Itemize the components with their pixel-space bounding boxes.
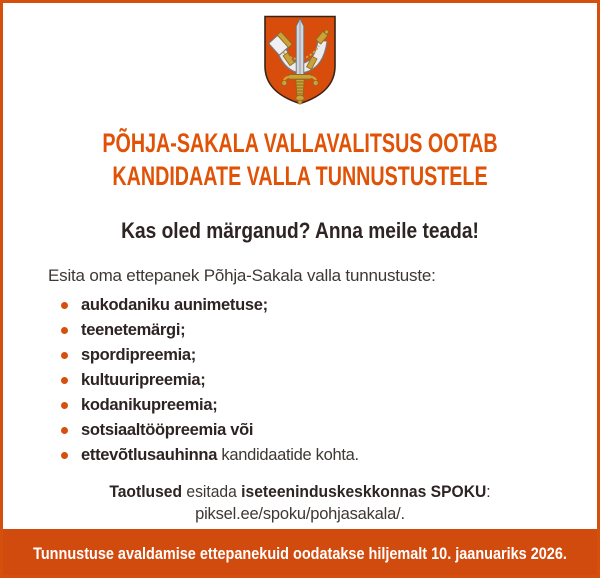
submission-word: Taotlused	[109, 482, 183, 501]
award-name: spordipreemia;	[81, 346, 196, 364]
award-name: kodanikupreemia;	[81, 396, 218, 414]
list-item	[61, 368, 597, 393]
list-item	[61, 343, 597, 368]
list-item	[61, 293, 597, 318]
deadline-text: Tunnustuse avaldamise ettepanekuid oodatakse hiljemalt 10. jaanuariks 2026.	[33, 543, 567, 563]
award-suffix: kandidaatide kohta.	[217, 446, 359, 464]
bullet-icon	[61, 377, 68, 384]
award-name: kultuuripreemia;	[81, 371, 206, 389]
list-item	[61, 443, 597, 468]
intro-text: Esita oma ettepanek Põhja-Sakala valla tunnustuste:	[48, 266, 436, 285]
submission-colon: :	[486, 482, 491, 501]
coat-of-arms-icon	[262, 14, 338, 106]
award-name: sotsiaaltööpreemia või	[81, 421, 254, 439]
bullet-icon	[61, 402, 68, 409]
bullet-icon	[61, 452, 68, 459]
award-name: teenetemärgi;	[81, 321, 186, 339]
bullet-icon	[61, 427, 68, 434]
bullet-icon	[61, 327, 68, 334]
list-item	[61, 393, 597, 418]
award-name: aukodaniku aunimetuse;	[81, 296, 268, 314]
page-title-line2: KANDIDAATE VALLA TUNNUSTUSTELE	[112, 161, 488, 191]
subtitle: Kas oled märganud? Anna meile teada!	[121, 218, 479, 243]
submission-plain: esitada	[182, 482, 242, 501]
bullet-icon	[61, 302, 68, 309]
submission-instructions	[27, 481, 573, 502]
spoku-url: piksel.ee/spoku/pohjasakala/.	[195, 505, 405, 523]
bullet-icon	[61, 352, 68, 359]
award-name: ettevõtlusauhinna	[81, 446, 218, 464]
list-item	[61, 318, 597, 343]
submission-portal: iseteeninduskeskkonnas SPOKU	[241, 482, 487, 501]
list-item	[61, 418, 597, 443]
awards-list	[3, 293, 597, 468]
deadline-banner	[0, 529, 600, 578]
page-title-line1: PÕHJA-SAKALA VALLAVALITSUS OOTAB	[102, 128, 498, 158]
page-title	[3, 127, 597, 193]
